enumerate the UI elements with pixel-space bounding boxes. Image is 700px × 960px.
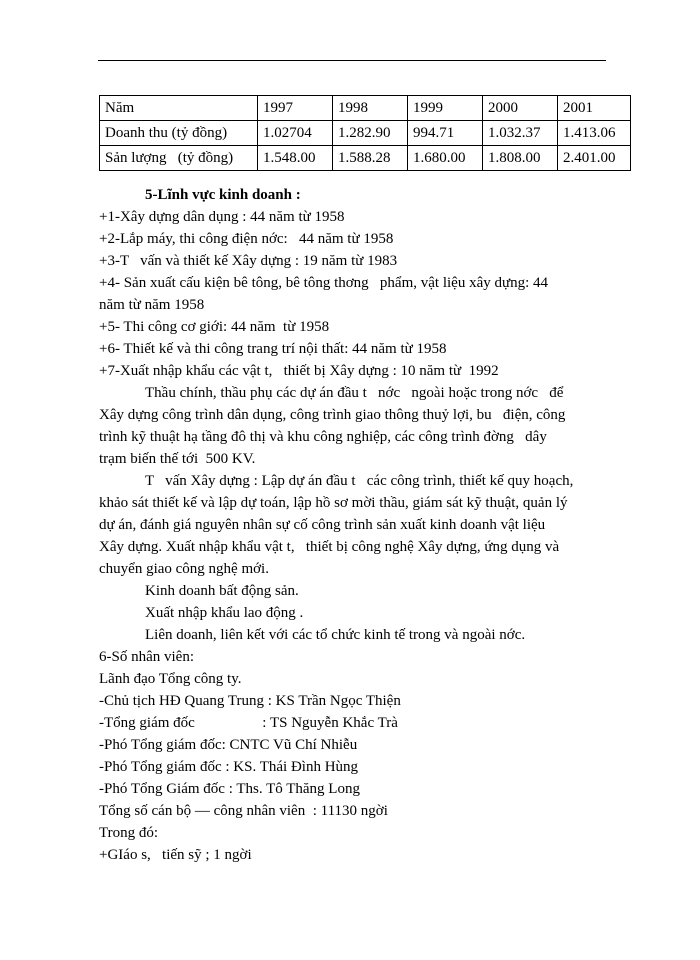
revenue-table — [99, 95, 631, 171]
table-row — [100, 121, 631, 146]
table-cell: 1.588.28 — [333, 146, 408, 171]
paragraph-line: trạm biến thế tới 500 KV. — [99, 451, 256, 467]
header-rule — [98, 60, 606, 61]
list-item: Trong đó: — [99, 825, 159, 841]
table-cell: 1999 — [408, 96, 483, 121]
table-cell: 994.71 — [408, 121, 483, 146]
table-cell: 1.413.06 — [558, 121, 631, 146]
list-item: Lãnh đạo Tổng công ty. — [99, 671, 242, 687]
table-cell: 1.032.37 — [483, 121, 558, 146]
table-cell: Năm — [100, 96, 258, 121]
list-item: +2-Lắp máy, thi công điện nớc: 44 năm từ 1958 — [99, 231, 394, 247]
table-cell: 1998 — [333, 96, 408, 121]
paragraph-line: trình kỹ thuật hạ tầng đô thị và khu công nghiệp, các công trình đờng dây — [99, 429, 547, 445]
list-item: +4- Sản xuất cấu kiện bê tông, bê tông thơng phẩm, vật liệu xây dựng: 44 — [99, 275, 549, 291]
table-cell: 1.548.00 — [258, 146, 333, 171]
table-cell: Sản lượng (tỷ đồng) — [100, 146, 258, 171]
table-cell: 1.282.90 — [333, 121, 408, 146]
paragraph-line: chuyển giao công nghệ mới. — [99, 561, 269, 577]
table-cell: 1997 — [258, 96, 333, 121]
paragraph-line: T vấn Xây dựng : Lập dự án đầu t các công trình, thiết kế quy hoạch, — [145, 473, 574, 489]
paragraph-line: Thầu chính, thầu phụ các dự án đầu t nớc ngoài hoặc trong nớc để — [145, 385, 564, 401]
section-6-heading: 6-Số nhân viên: — [99, 649, 194, 665]
list-item: -Phó Tổng Giám đốc : Ths. Tô Thăng Long — [99, 781, 360, 797]
table-cell: 1.680.00 — [408, 146, 483, 171]
table-cell: 1.808.00 — [483, 146, 558, 171]
table-cell: 2.401.00 — [558, 146, 631, 171]
list-item: -Phó Tổng giám đốc : KS. Thái Đình Hùng — [99, 759, 359, 775]
table-cell: Doanh thu (tỷ đồng) — [100, 121, 258, 146]
section-5-heading: 5-Lĩnh vực kinh doanh : — [145, 187, 301, 203]
list-item: +6- Thiết kế và thi công trang trí nội thất: 44 năm từ 1958 — [99, 341, 447, 357]
paragraph-line: dự án, đánh giá nguyên nhân sự cố công trình sản xuất kinh doanh vật liệu — [99, 517, 546, 533]
paragraph-line: Xây dựng. Xuất nhập khẩu vật t, thiết bị công nghệ Xây dựng, ứng dụng và — [99, 539, 560, 555]
list-item: +3-T vấn và thiết kế Xây dựng : 19 năm từ 1983 — [99, 253, 398, 269]
list-item: +5- Thi công cơ giới: 44 năm từ 1958 — [99, 319, 330, 335]
table-row — [100, 146, 631, 171]
list-item: +1-Xây dựng dân dụng : 44 năm từ 1958 — [99, 209, 345, 225]
paragraph-line: Kinh doanh bất động sản. — [145, 583, 299, 599]
list-item: -Tổng giám đốc : TS Nguyễn Khắc Trà — [99, 715, 398, 731]
list-item: năm từ năm 1958 — [99, 297, 205, 313]
list-item: -Phó Tổng giám đốc: CNTC Vũ Chí Nhiễu — [99, 737, 358, 753]
paragraph-line: Xây dựng công trình dân dụng, công trình giao thông thuỷ lợi, bu điện, công — [99, 407, 566, 423]
list-item: -Chủ tịch HĐ Quang Trung : KS Trần Ngọc Thiện — [99, 693, 401, 709]
list-item: Tổng số cán bộ — công nhân viên : 11130 ngời — [99, 803, 388, 819]
list-item: +GIáo s, tiến sỹ ; 1 ngời — [99, 847, 252, 863]
paragraph-line: Xuất nhập khẩu lao động . — [145, 605, 304, 621]
table-header-row — [100, 96, 631, 121]
paragraph-line: Liên doanh, liên kết với các tổ chức kinh tế trong và ngoài nớc. — [145, 627, 526, 643]
paragraph-line: khảo sát thiết kế và lập dự toán, lập hồ sơ mời thầu, giám sát kỹ thuật, quản lý — [99, 495, 568, 511]
table-cell: 2001 — [558, 96, 631, 121]
table-cell: 2000 — [483, 96, 558, 121]
list-item: +7-Xuất nhập khẩu các vật t, thiết bị Xây dựng : 10 năm từ 1992 — [99, 363, 499, 379]
table-cell: 1.02704 — [258, 121, 333, 146]
